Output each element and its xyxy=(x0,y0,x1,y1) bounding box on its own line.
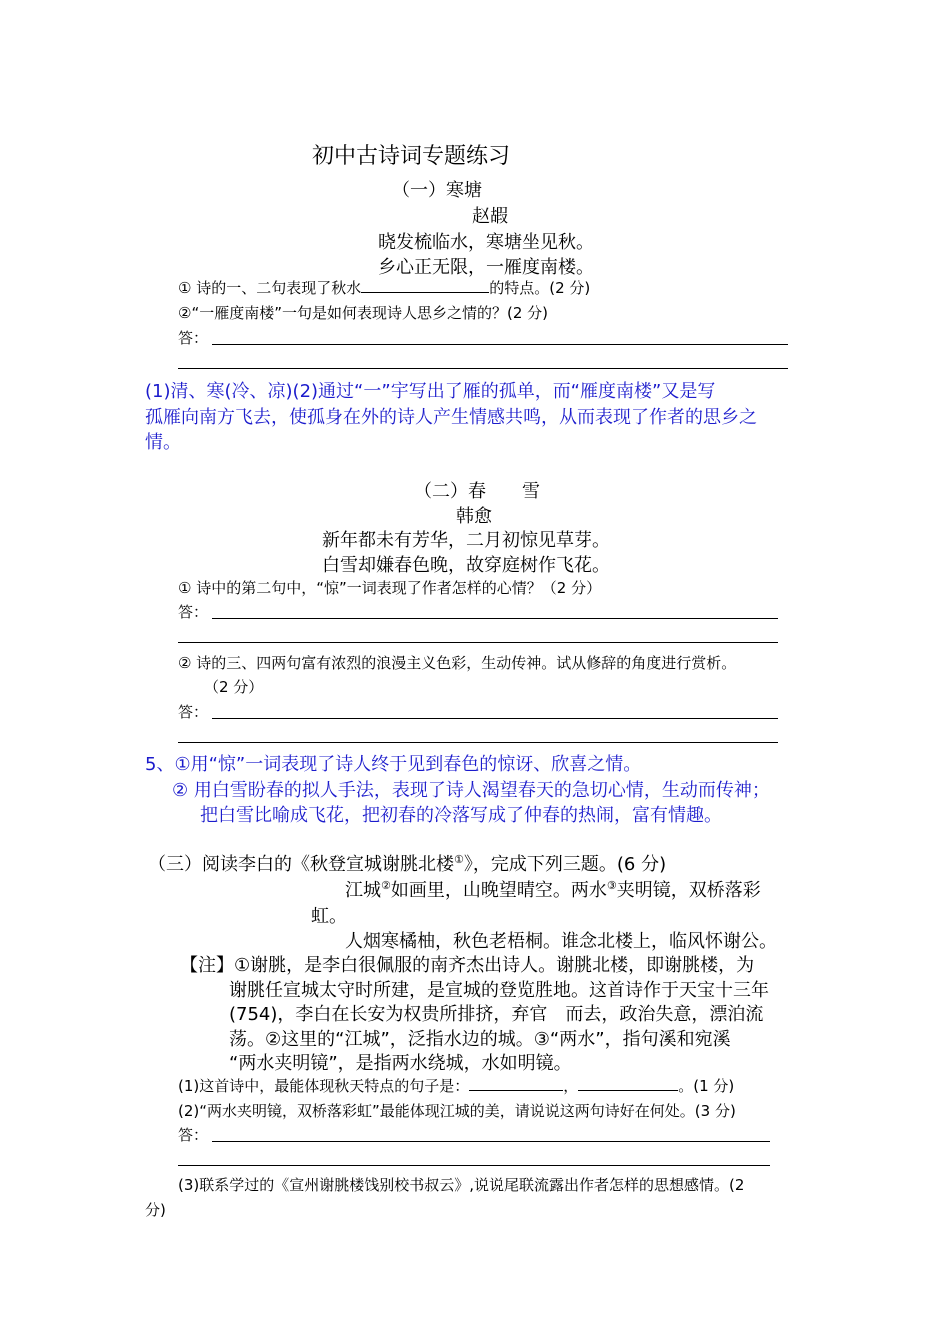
section2-question-1: ① 诗中的第二句中，“惊”一词表现了作者怎样的心情？（2 分） xyxy=(178,579,602,597)
footnote-mark: ③ xyxy=(606,879,617,892)
answer-prefix: 答： xyxy=(178,603,209,621)
section1-heading: （一）寒塘 xyxy=(392,180,482,201)
section1-poem-line: 乡心正无限，一雁度南楼。 xyxy=(378,257,594,278)
answer-prefix: 答： xyxy=(178,329,209,347)
section1-answer: 情。 xyxy=(145,432,181,453)
section3-note: (754)，李白在长安为权贵所排挤，弃官 而去，政治失意，漂泊流 xyxy=(229,1004,764,1025)
question-text: ① 诗的一、二句表现了秋水 xyxy=(178,279,362,297)
poem-text: 江城 xyxy=(345,880,381,901)
answer-blank[interactable] xyxy=(578,1076,678,1091)
page-title: 初中古诗词专题练习 xyxy=(312,144,511,169)
answer-blank[interactable] xyxy=(361,278,489,293)
section2-heading: （二）春 雪 xyxy=(414,481,540,502)
answer-line[interactable] xyxy=(212,618,778,619)
answer-line[interactable] xyxy=(178,1165,770,1166)
section2-answer: 5、①用“惊”一词表现了诗人终于见到春色的惊讶、欣喜之情。 xyxy=(145,754,642,775)
heading-text: 》，完成下列三题。(6 分) xyxy=(463,854,667,875)
section1-answer: 孤雁向南方飞去，使孤身在外的诗人产生情感共鸣，从而表现了作者的思乡之 xyxy=(145,407,757,428)
question-text: (1)这首诗中，最能体现秋天特点的句子是： xyxy=(178,1077,470,1095)
question-text: ， xyxy=(563,1077,579,1095)
section3-note: “两水夹明镜”，是指两水绕城，水如明镜。 xyxy=(229,1053,572,1074)
section3-poem-line xyxy=(345,876,761,902)
section2-question-2: ② 诗的三、四两句富有浓烈的浪漫主义色彩，生动传神。试从修辞的角度进行赏析。 xyxy=(178,654,737,672)
answer-line[interactable] xyxy=(178,742,778,743)
answer-prefix: 答： xyxy=(178,703,209,721)
section2-question-2-cont: （2 分） xyxy=(204,678,264,696)
question-text: 。(1 分) xyxy=(678,1077,735,1095)
poem-text: 如画里，山晚望晴空。两水 xyxy=(390,880,607,901)
section3-question-3-cont: 分) xyxy=(145,1201,166,1219)
section3-question-3: (3)联系学过的《宣州谢朓楼饯别校书叔云》,说说尾联流露出作者怎样的思想感情。(2 xyxy=(178,1176,745,1194)
section3-note: 荡。②这里的“江城”，泛指水边的城。③“两水”，指句溪和宛溪 xyxy=(229,1029,731,1050)
answer-line[interactable] xyxy=(212,718,778,719)
section2-author: 韩愈 xyxy=(456,506,492,527)
section3-poem-line-cont: 虹。 xyxy=(311,906,347,927)
answer-prefix: 答： xyxy=(178,1126,209,1144)
answer-line[interactable] xyxy=(212,344,788,345)
section3-heading xyxy=(148,850,666,876)
poem-text: 夹明镜，双桥落彩 xyxy=(616,880,761,901)
section3-question-1 xyxy=(178,1075,734,1096)
section3-note: 谢朓任宣城太守时所建，是宣城的登览胜地。这首诗作于天宝十三年 xyxy=(229,980,769,1001)
section2-answer: 把白雪比喻成飞花，把初春的冷落写成了仲春的热闹，富有情趣。 xyxy=(200,805,722,826)
section2-answer: ② 用白雪盼春的拟人手法，表现了诗人渴望春天的急切心情，生动而传神； xyxy=(172,780,770,801)
section1-question-2: ②“一雁度南楼”一句是如何表现诗人思乡之情的？(2 分) xyxy=(178,304,549,322)
answer-line[interactable] xyxy=(178,368,788,369)
section1-poem-line: 晓发梳临水，寒塘坐见秋。 xyxy=(378,232,594,253)
section2-poem-line: 白雪却嫌春色晚，故穿庭树作飞花。 xyxy=(322,555,610,576)
answer-line[interactable] xyxy=(178,642,778,643)
question-text: 的特点。(2 分) xyxy=(489,279,591,297)
section3-note: 【注】①谢朓，是李白很佩服的南齐杰出诗人。谢朓北楼，即谢朓楼，为 xyxy=(180,955,755,976)
answer-blank[interactable] xyxy=(469,1076,563,1091)
section3-poem-line: 人烟寒橘柚，秋色老梧桐。谁念北楼上，临风怀谢公。 xyxy=(345,931,777,952)
heading-text: （三）阅读李白的《秋登宣城谢朓北楼 xyxy=(148,854,454,875)
footnote-mark: ① xyxy=(454,853,464,866)
footnote-mark: ② xyxy=(381,879,391,892)
section1-question-1 xyxy=(178,277,590,298)
section2-poem-line: 新年都未有芳华，二月初惊见草芽。 xyxy=(322,530,610,551)
section3-question-2: (2)“两水夹明镜，双桥落彩虹”最能体现江城的美，请说说这两句诗好在何处。(3 分) xyxy=(178,1102,736,1120)
section1-answer: (1)清、寒(冷、凉)(2)通过“一”宇写出了雁的孤单，而“雁度南楼”又是写 xyxy=(145,381,716,402)
answer-line[interactable] xyxy=(212,1141,770,1142)
section1-author: 赵嘏 xyxy=(472,206,508,227)
